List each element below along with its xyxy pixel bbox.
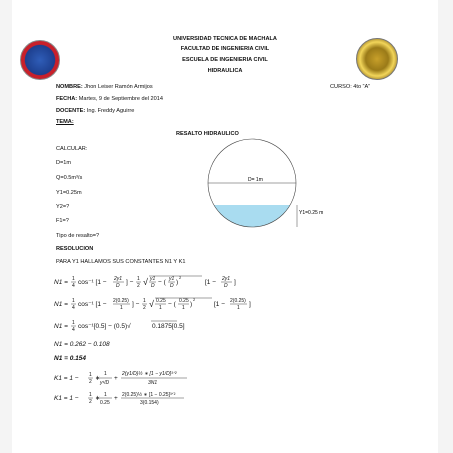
svg-text:]: ] bbox=[249, 301, 251, 308]
svg-text:2: 2 bbox=[179, 275, 182, 280]
teacher-label: DOCENTE: bbox=[56, 108, 86, 114]
svg-text:[1 −: [1 − bbox=[214, 301, 226, 308]
date-label: FECHA: bbox=[56, 96, 78, 102]
given-item: D=1m bbox=[56, 160, 72, 166]
svg-text:0.1875[0.5]: 0.1875[0.5] bbox=[152, 323, 185, 330]
svg-text:y1: y1 bbox=[150, 276, 156, 282]
document-page bbox=[12, 0, 438, 453]
water-fill bbox=[202, 205, 302, 228]
name-label: NOMBRE: bbox=[56, 84, 83, 90]
svg-text:D: D bbox=[151, 283, 155, 289]
subject-name: HIDRAULICA bbox=[207, 68, 243, 74]
svg-text:2(y1/D)½ ∗ [1 − y1/D]³ᐟ²: 2(y1/D)½ ∗ [1 − y1/D]³ᐟ² bbox=[122, 371, 177, 377]
equations bbox=[52, 266, 312, 416]
eq-n1-general bbox=[54, 275, 236, 289]
svg-text:2: 2 bbox=[137, 283, 140, 289]
svg-text:cos⁻¹ [1 −: cos⁻¹ [1 − bbox=[78, 301, 107, 308]
svg-text:2: 2 bbox=[89, 379, 92, 385]
svg-text:2: 2 bbox=[193, 297, 196, 302]
svg-text:K1 = 1 −: K1 = 1 − bbox=[54, 375, 79, 382]
svg-text:1: 1 bbox=[237, 305, 240, 311]
svg-text:√: √ bbox=[149, 299, 154, 309]
solution-heading: RESOLUCION bbox=[56, 246, 94, 252]
eq-n1-final: N1 = 0.154 bbox=[54, 355, 86, 362]
diameter-label: D= 1m bbox=[248, 177, 263, 183]
eq-k1-substituted bbox=[54, 391, 184, 406]
svg-text:0.25: 0.25 bbox=[100, 400, 110, 406]
svg-text:+: + bbox=[114, 375, 118, 382]
given-heading: CALCULAR: bbox=[56, 146, 88, 152]
svg-text:2: 2 bbox=[143, 305, 146, 311]
svg-text:] −: ] − bbox=[126, 279, 134, 286]
svg-text:2(0.25): 2(0.25) bbox=[113, 298, 129, 304]
svg-text:): ) bbox=[176, 279, 179, 286]
svg-text:1: 1 bbox=[143, 298, 146, 304]
depth-label: Y1=0.25 m bbox=[299, 210, 324, 216]
svg-text:] −: ] − bbox=[132, 301, 140, 308]
svg-text:D: D bbox=[170, 283, 174, 289]
svg-text:1: 1 bbox=[89, 392, 92, 398]
svg-text:D: D bbox=[224, 283, 228, 289]
svg-text:− (: − ( bbox=[168, 301, 176, 308]
svg-text:∗: ∗ bbox=[95, 375, 101, 382]
course-line: CURSO: 4to “A” bbox=[330, 84, 371, 90]
svg-text:cos⁻¹[0.5] − (0.5)√: cos⁻¹[0.5] − (0.5)√ bbox=[78, 323, 131, 330]
university-name: UNIVERSIDAD TECNICA DE MACHALA bbox=[173, 36, 277, 42]
document-title: RESALTO HIDRAULICO bbox=[176, 131, 239, 137]
svg-text:4: 4 bbox=[72, 327, 75, 333]
eq-n1-substituted bbox=[54, 297, 251, 311]
svg-text:2y1: 2y1 bbox=[114, 276, 123, 282]
svg-text:1: 1 bbox=[182, 305, 185, 311]
pipe-cross-section-diagram bbox=[202, 138, 332, 228]
topic-label: TEMA: bbox=[56, 119, 74, 125]
svg-text:√: √ bbox=[143, 277, 148, 287]
svg-text:1: 1 bbox=[104, 371, 107, 377]
eq-k1-general bbox=[54, 370, 187, 386]
svg-text:1: 1 bbox=[159, 305, 162, 311]
date-value: Martes, 9 de Septiembre del 2014 bbox=[77, 96, 163, 102]
svg-text:D: D bbox=[116, 283, 120, 289]
given-item: Tipo de resalto=? bbox=[56, 233, 100, 239]
svg-text:cos⁻¹ [1 −: cos⁻¹ [1 − bbox=[78, 279, 107, 286]
student-name-line bbox=[56, 84, 153, 90]
svg-text:2(0.25): 2(0.25) bbox=[230, 298, 246, 304]
given-item: Q=0.5m³/s bbox=[56, 175, 83, 181]
svg-text:1: 1 bbox=[72, 298, 75, 304]
svg-text:4: 4 bbox=[72, 283, 75, 289]
svg-text:3N1: 3N1 bbox=[148, 380, 158, 386]
svg-text:∗: ∗ bbox=[95, 395, 101, 402]
date-line bbox=[56, 96, 163, 102]
svg-text:0.25: 0.25 bbox=[179, 298, 189, 304]
teacher-value: Ing. Freddy Aguirre bbox=[85, 108, 135, 114]
svg-text:4: 4 bbox=[72, 305, 75, 311]
svg-text:y¹/D: y¹/D bbox=[100, 380, 110, 386]
svg-text:N1 =: N1 = bbox=[54, 323, 68, 330]
svg-text:[1 −: [1 − bbox=[205, 279, 217, 286]
given-item: Y2=? bbox=[56, 204, 70, 210]
svg-text:− (: − ( bbox=[158, 279, 166, 286]
svg-text:y1: y1 bbox=[169, 276, 175, 282]
svg-text:): ) bbox=[190, 301, 193, 308]
svg-text:1: 1 bbox=[137, 276, 140, 282]
svg-text:1: 1 bbox=[72, 320, 75, 326]
svg-text:1: 1 bbox=[104, 392, 107, 398]
svg-text:N1 =: N1 = bbox=[54, 301, 68, 308]
svg-text:2(0.25)½ ∗ [1 − 0.25]³ᐟ²: 2(0.25)½ ∗ [1 − 0.25]³ᐟ² bbox=[122, 392, 176, 398]
svg-text:1: 1 bbox=[120, 305, 123, 311]
solution-intro: PARA Y1 HALLAMOS SUS CONSTANTES N1 Y K1 bbox=[56, 259, 186, 265]
svg-text:0.25: 0.25 bbox=[156, 298, 166, 304]
faculty-name: FACULTAD DE INGENIERIA CIVIL bbox=[180, 46, 270, 52]
svg-text:2y1: 2y1 bbox=[222, 276, 231, 282]
svg-text:2: 2 bbox=[89, 399, 92, 405]
eq-n1-reduced bbox=[54, 320, 185, 333]
svg-text:1: 1 bbox=[89, 372, 92, 378]
given-item: F1=? bbox=[56, 218, 69, 224]
svg-text:]: ] bbox=[234, 279, 236, 286]
svg-text:N1 =: N1 = bbox=[54, 279, 68, 286]
school-name: ESCUELA DE INGENIERIA CIVIL bbox=[182, 57, 268, 63]
teacher-line bbox=[56, 108, 134, 114]
svg-text:1: 1 bbox=[72, 276, 75, 282]
eq-n1-mid: N1 = 0.262 − 0.108 bbox=[54, 341, 110, 348]
svg-text:+: + bbox=[114, 395, 118, 402]
name-value: Jhon Leiser Ramón Armijos bbox=[82, 84, 153, 90]
given-item: Y1=0.25m bbox=[56, 190, 82, 196]
svg-text:3(0.154): 3(0.154) bbox=[140, 400, 159, 406]
svg-text:K1 = 1 −: K1 = 1 − bbox=[54, 395, 79, 402]
